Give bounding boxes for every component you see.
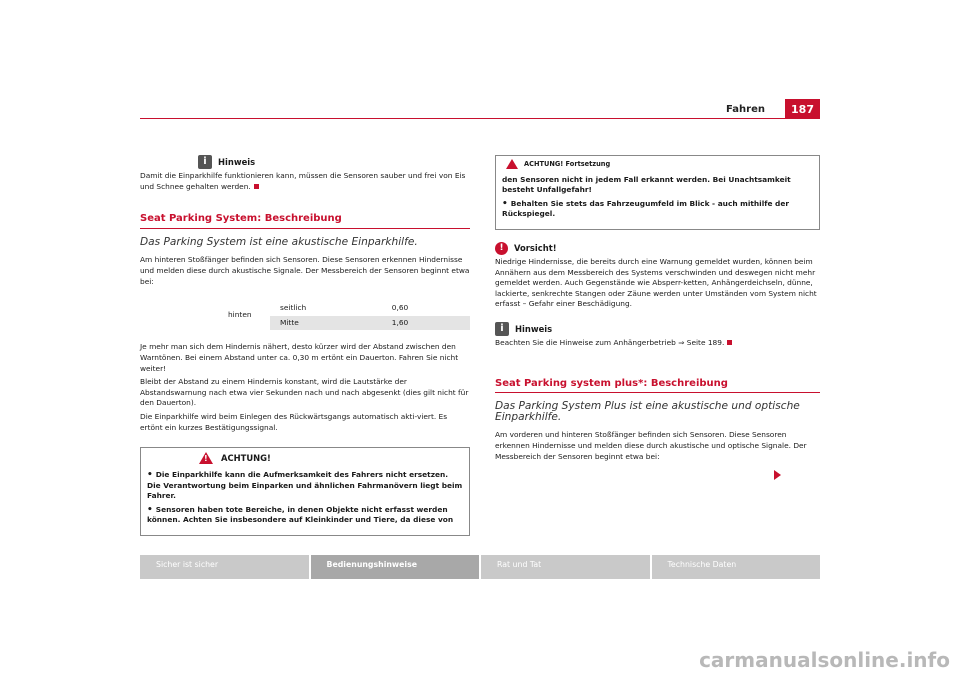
warning-continuation-box [495, 155, 820, 230]
note-text: Beachten Sie die Hinweise zum Anhängerbetrieb ⇒ Seite 189. [495, 338, 820, 349]
page-reference-link[interactable]: Seite 189. [686, 337, 725, 347]
note-title: Hinweis [218, 156, 256, 167]
warning-text: den Sensoren nicht in jedem Fall erkannt werden. Bei Unachtsamkeit besteht Unfallgefahr! [502, 174, 791, 195]
paragraph: Bleibt der Abstand zu einem Hindernis konstant, wird die Lautstärke der Abstandswarnung nach etwa vier Sekunden nach und nach abgesenkt (dies gilt nicht für den Dauerton). [140, 377, 469, 408]
table-cell: 0,60 [391, 303, 409, 313]
right-column [495, 155, 820, 465]
section-title: Seat Parking system plus*: Beschreibung [495, 379, 820, 394]
next-page-arrow-icon [774, 470, 781, 480]
end-mark-icon [727, 340, 732, 345]
footer-tab-bedienung[interactable]: Bedienungshinweise [311, 555, 480, 579]
header-rule [140, 118, 820, 119]
caution-header [495, 242, 820, 255]
warning-bullet: • Behalten Sie stets das Fahrzeugumfeld im Blick - auch mithilfe der Rückspiegel. [502, 199, 813, 220]
warning-continuation-header [496, 156, 819, 173]
note-header [198, 155, 470, 169]
section-subtitle: Das Parking System Plus ist eine akustische und optische Einparkhilfe. [495, 400, 800, 423]
left-column [140, 155, 470, 536]
footer-tab-rat[interactable]: Rat und Tat [481, 555, 650, 579]
reference-arrow-icon: ⇒ [678, 337, 685, 347]
warning-title: ACHTUNG! [221, 452, 271, 463]
note-icon: i [198, 155, 212, 169]
note-title: Hinweis [515, 323, 553, 334]
paragraph: Am vorderen und hinteren Stoßfänger befinden sich Sensoren. Diese Sensoren erkennen Hindernisse und melden diese durch akustische und optische Signale. Der Messbereich der Sensoren beginnt etwa bei: [495, 430, 807, 461]
warning-body [496, 173, 819, 229]
sensor-range-table [180, 301, 470, 330]
warning-header [141, 448, 469, 468]
note-header [495, 322, 820, 336]
page-number: 187 [785, 99, 820, 119]
note-text: Damit die Einparkhilfe funktionieren kann, müssen die Sensoren sauber und frei von Eis und Schnee gehalten werden. [140, 171, 466, 191]
paragraph: Die Einparkhilfe wird beim Einlegen des Rückwärtsgangs automatisch akti-viert. Es ertönt ein kurzes Bestätigungssignal. [140, 411, 448, 432]
warning-continuation-title: ACHTUNG! Fortsetzung [524, 160, 611, 168]
footer-tab-sicher[interactable]: Sicher ist sicher [140, 555, 309, 579]
watermark: carmanualsonline.info [699, 648, 950, 672]
footer-nav [140, 555, 820, 579]
warning-triangle-icon: ! [199, 452, 213, 464]
warning-box [140, 447, 470, 536]
section-title: Seat Parking System: Beschreibung [140, 214, 470, 229]
table-cell: Mitte [270, 316, 382, 331]
section-subtitle: Das Parking System ist eine akustische Einparkhilfe. [140, 235, 418, 248]
caution-icon: ! [495, 242, 508, 255]
footer-tab-technische[interactable]: Technische Daten [652, 555, 821, 579]
page-title: Fahren [726, 104, 765, 115]
caution-title: Vorsicht! [514, 243, 557, 254]
table-label: hinten [228, 310, 252, 320]
warning-triangle-icon [506, 159, 518, 169]
end-mark-icon [254, 184, 259, 189]
paragraph: Je mehr man sich dem Hindernis nähert, desto kürzer wird der Abstand zwischen den Warntönen. Bei einem Abstand unter ca. 0,30 m ertönt ein Dauerton. Fahren Sie nicht weiter! [140, 342, 459, 373]
table-row [180, 301, 470, 316]
table-cell: seitlich [280, 303, 307, 313]
warning-bullet: • Die Einparkhilfe kann die Aufmerksamkeit des Fahrers nicht ersetzen. Die Verantwortung beim Einparken und ähnlichen Fahrmanövern liegt beim Fahrer. [147, 470, 463, 502]
caution-text: Niedrige Hindernisse, die bereits durch eine Warnung gemeldet wurden, können beim Annähern aus dem Messbereich des Systems verschwinden und deswegen nicht mehr gemeldet werden. Auch Gegenstände wie Absperr-ketten, Anhängerdeichseln, dünne, lackierte, senkrechte Stangen oder Zäune werden unter Umständen vom System nicht erfasst – Gefahr einer Beschädigung. [495, 256, 817, 309]
table-cell: 1,60 [382, 316, 470, 331]
note-icon: i [495, 322, 509, 336]
warning-body [141, 468, 469, 535]
paragraph: Am hinteren Stoßfänger befinden sich Sensoren. Diese Sensoren erkennen Hindernisse und melden diese durch akustische Signale. Der Messbereich der Sensoren beginnt etwa bei: [140, 255, 470, 286]
warning-bullet: • Sensoren haben tote Bereiche, in denen Objekte nicht erfasst werden können. Achten Sie insbesondere auf Kleinkinder und Tiere, da diese von [147, 505, 463, 526]
